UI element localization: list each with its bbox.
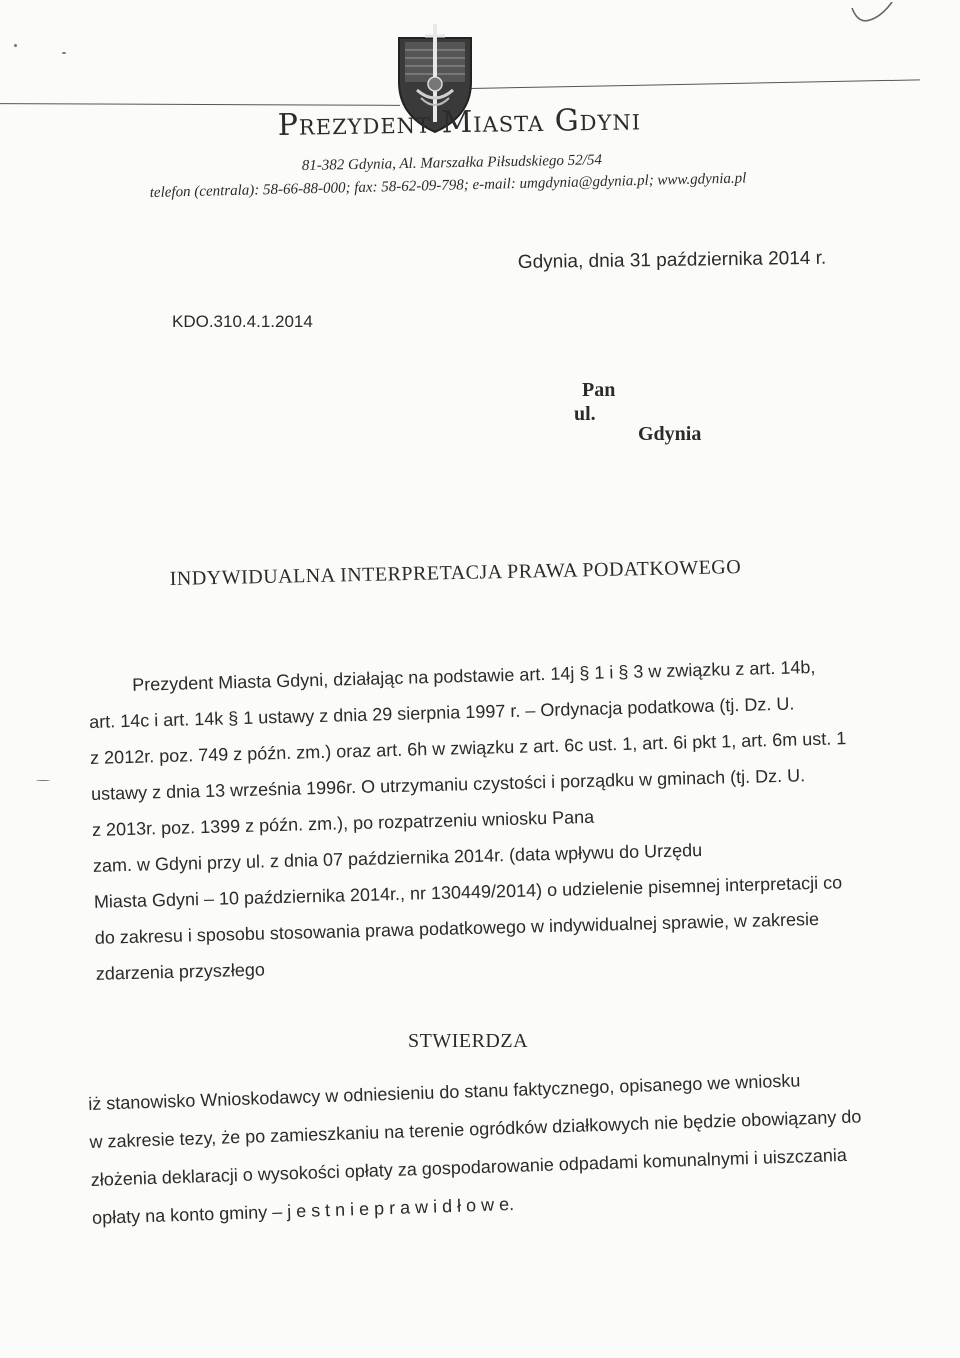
document-reference-number: KDO.310.4.1.2014 <box>172 312 313 331</box>
document-heading: INDYWIDUALNA INTERPRETACJA PRAWA PODATKOWEGO <box>169 556 742 591</box>
body-line: z 2012r. poz. 749 z późn. zm.) oraz art. 6h w związku z art. 6c ust. 1, art. 6i pkt 1, art. 6m ust. 1 <box>89 728 847 768</box>
body-line: ustawy z dnia 13 września 1996r. O utrzymaniu czystości i porządku w gminach (tj. Dz. U. <box>90 765 806 804</box>
decision-word: STWIERDZA <box>408 1030 529 1052</box>
body-line: do zakresu i sposobu stosowania prawa podatkowego w indywidualnej sprawie, w zakresie <box>94 908 820 948</box>
letterhead-title: Prezydent Miasta Gdyni <box>277 102 642 143</box>
body-line: Prezydent Miasta Gdyni, działając na podstawie art. 14j § 1 i § 3 w związku z art. 14b, <box>131 656 816 695</box>
recipient-salutation: Pan <box>582 379 616 401</box>
document-conclusion <box>88 1068 868 1228</box>
recipient-street: ul. <box>574 403 596 425</box>
document-place-date: Gdynia, dnia 31 października 2014 r. <box>517 247 827 274</box>
letterhead-address: 81-382 Gdynia, Al. Marszałka Piłsudskiego 52/54 <box>301 152 603 175</box>
recipient-city: Gdynia <box>638 423 702 445</box>
header-rule-right <box>470 79 920 89</box>
scan-speck <box>36 780 50 781</box>
conclusion-line: iż stanowisko Wnioskodawcy w odniesieniu do stanu faktycznego, opisanego we wniosku <box>88 1070 801 1114</box>
body-line: zam. w Gdyni przy ul. z dnia 07 października 2014r. (data wpływu do Urzędu <box>92 839 703 876</box>
conclusion-line: złożenia deklaracji o wysokości opłaty za gospodarowanie odpadami komunalnymi i uiszczania <box>90 1144 848 1190</box>
conclusion-line: w zakresie tezy, że po zamieszkaniu na terenie ogródków działkowych nie będzie obowiązany do <box>89 1106 862 1152</box>
letterhead-contact: telefon (centrala): 58-66-88-000; fax: 58-62-09-798; e-mail: umgdynia@gdynia.pl; www.gdynia.pl <box>149 170 747 202</box>
scan-speck <box>14 44 17 47</box>
body-line: zdarzenia przyszłego <box>95 959 266 984</box>
body-line: z 2013r. poz. 1399 z późn. zm.), po rozpatrzeniu wniosku Pana <box>91 806 595 840</box>
document-body <box>88 656 868 984</box>
conclusion-line: opłaty na konto gminy – j e s t n i e p r a w i d ł o w e. <box>91 1193 515 1228</box>
header-rule-left <box>0 103 400 106</box>
body-line: art. 14c i art. 14k § 1 ustawy z dnia 29 sierpnia 1997 r. – Ordynacja podatkowa (tj. Dz. U. <box>88 693 795 732</box>
handwritten-check-mark-icon <box>848 2 898 32</box>
body-line: Miasta Gdyni – 10 października 2014r., nr 130449/2014) o udzielenie pisemnej interpretacji co <box>93 872 843 912</box>
scan-speck <box>62 52 66 54</box>
